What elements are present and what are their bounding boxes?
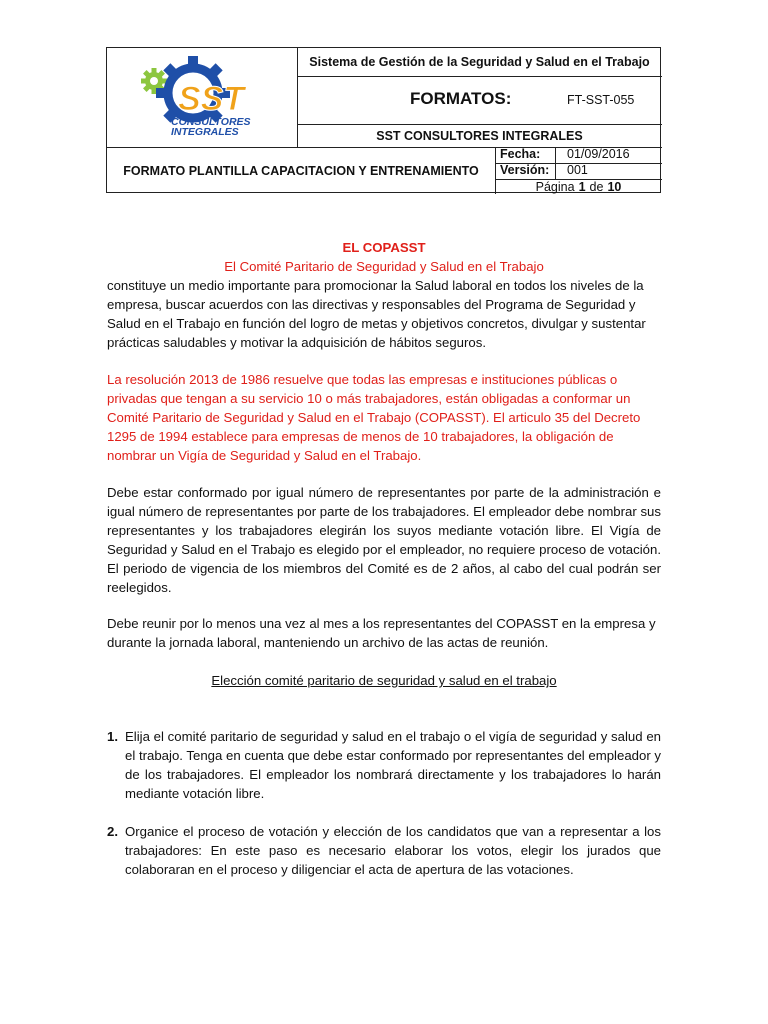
formatos-cell: [297, 76, 662, 124]
list-number: 1.: [107, 729, 118, 744]
logo-subtext: INTEGRALES: [171, 126, 239, 138]
format-code: FT-SST-055: [567, 93, 635, 107]
paragraph: Debe estar conformado por igual número de representantes por parte de la administración e igual número de representantes por parte de los trabajadores. El empleador debe nombrar sus representantes y los trabajadores elegirán los suyos mediante votación libre. El Vigía de Seguridad y Salud en el Trabajo es elegido por el empleador, no requiere proceso de votación. El periodo de vigencia de los miembros del Comité es de 2 años, al cabo del cual podrán ser reelegidos.: [107, 485, 661, 595]
page-total: 10: [607, 179, 622, 194]
version-value: 001: [567, 163, 588, 177]
page-current: 1: [578, 179, 586, 194]
paragraph: constituye un medio importante para promocionar la Salud laboral en todos los niveles de la empresa, buscar acuerdos con las directivas y responsables del Programa de Seguridad y Salud en el Trabajo en función del logro de metas y objetivos concretos, divulgar y sustentar prácticas saludables y motivar la adquisición de hábitos seguros.: [107, 278, 646, 350]
logo-text: SST: [178, 80, 245, 118]
section-title: Elección comité paritario de seguridad y salud en el trabajo: [211, 673, 557, 688]
list-text: Organice el proceso de votación y elección de los candidatos que van a representar a los trabajadores: En este paso es necesario elaborar los votos, elegir los jurados que colaboraran en el proceso y diligenciar el acta de apertura de las votaciones.: [125, 824, 661, 877]
list-text: Elija el comité paritario de seguridad y salud en el trabajo o el vigía de seguridad y salud en el trabajo. Tenga en cuenta que debe estar conformado por representantes del empleador y de los trabajadores. El empleador los nombrará directamente y los trabajadores lo harán mediante votación libre.: [125, 729, 661, 801]
system-title: Sistema de Gestión de la Seguridad y Salud en el Trabajo: [309, 55, 650, 69]
document-subtitle: El Comité Paritario de Seguridad y Salud en el Trabajo: [224, 259, 544, 274]
logo-subtext: CONSULTORES: [171, 116, 251, 128]
company-logo: [107, 48, 297, 147]
list-number: 2.: [107, 824, 118, 839]
formatos-label: FORMATOS:: [410, 89, 512, 108]
template-title: FORMATO PLANTILLA CAPACITACION Y ENTRENAMIENTO: [123, 163, 479, 178]
document-header-table: [106, 47, 661, 193]
paragraph: La resolución 2013 de 1986 resuelve que todas las empresas e instituciones públicas o privadas que tengan a su servicio 10 o más trabajadores, están obligadas a conformar un Comité Paritario de Seguridad y Salud en el Trabajo (COPASST). El articulo 35 del Decreto 1295 de 1994 establece para empresas de menos de 10 trabajadores, la obligación de nombrar un Vigía de Seguridad y Salud en el Trabajo.: [107, 372, 641, 463]
page-of: de: [589, 179, 604, 194]
fecha-label: Fecha:: [500, 147, 541, 161]
paragraph: Debe reunir por lo menos una vez al mes a los representantes del COPASST en la empresa y durante la jornada laboral, manteniendo un archivo de las actas de reunión.: [107, 616, 656, 650]
fecha-value: 01/09/2016: [567, 147, 630, 161]
company-name: SST CONSULTORES INTEGRALES: [376, 128, 583, 143]
page-indicator: [495, 179, 662, 194]
page-prefix: Página: [535, 179, 575, 194]
version-label: Versión:: [500, 163, 550, 177]
document-title: EL COPASST: [342, 240, 426, 255]
